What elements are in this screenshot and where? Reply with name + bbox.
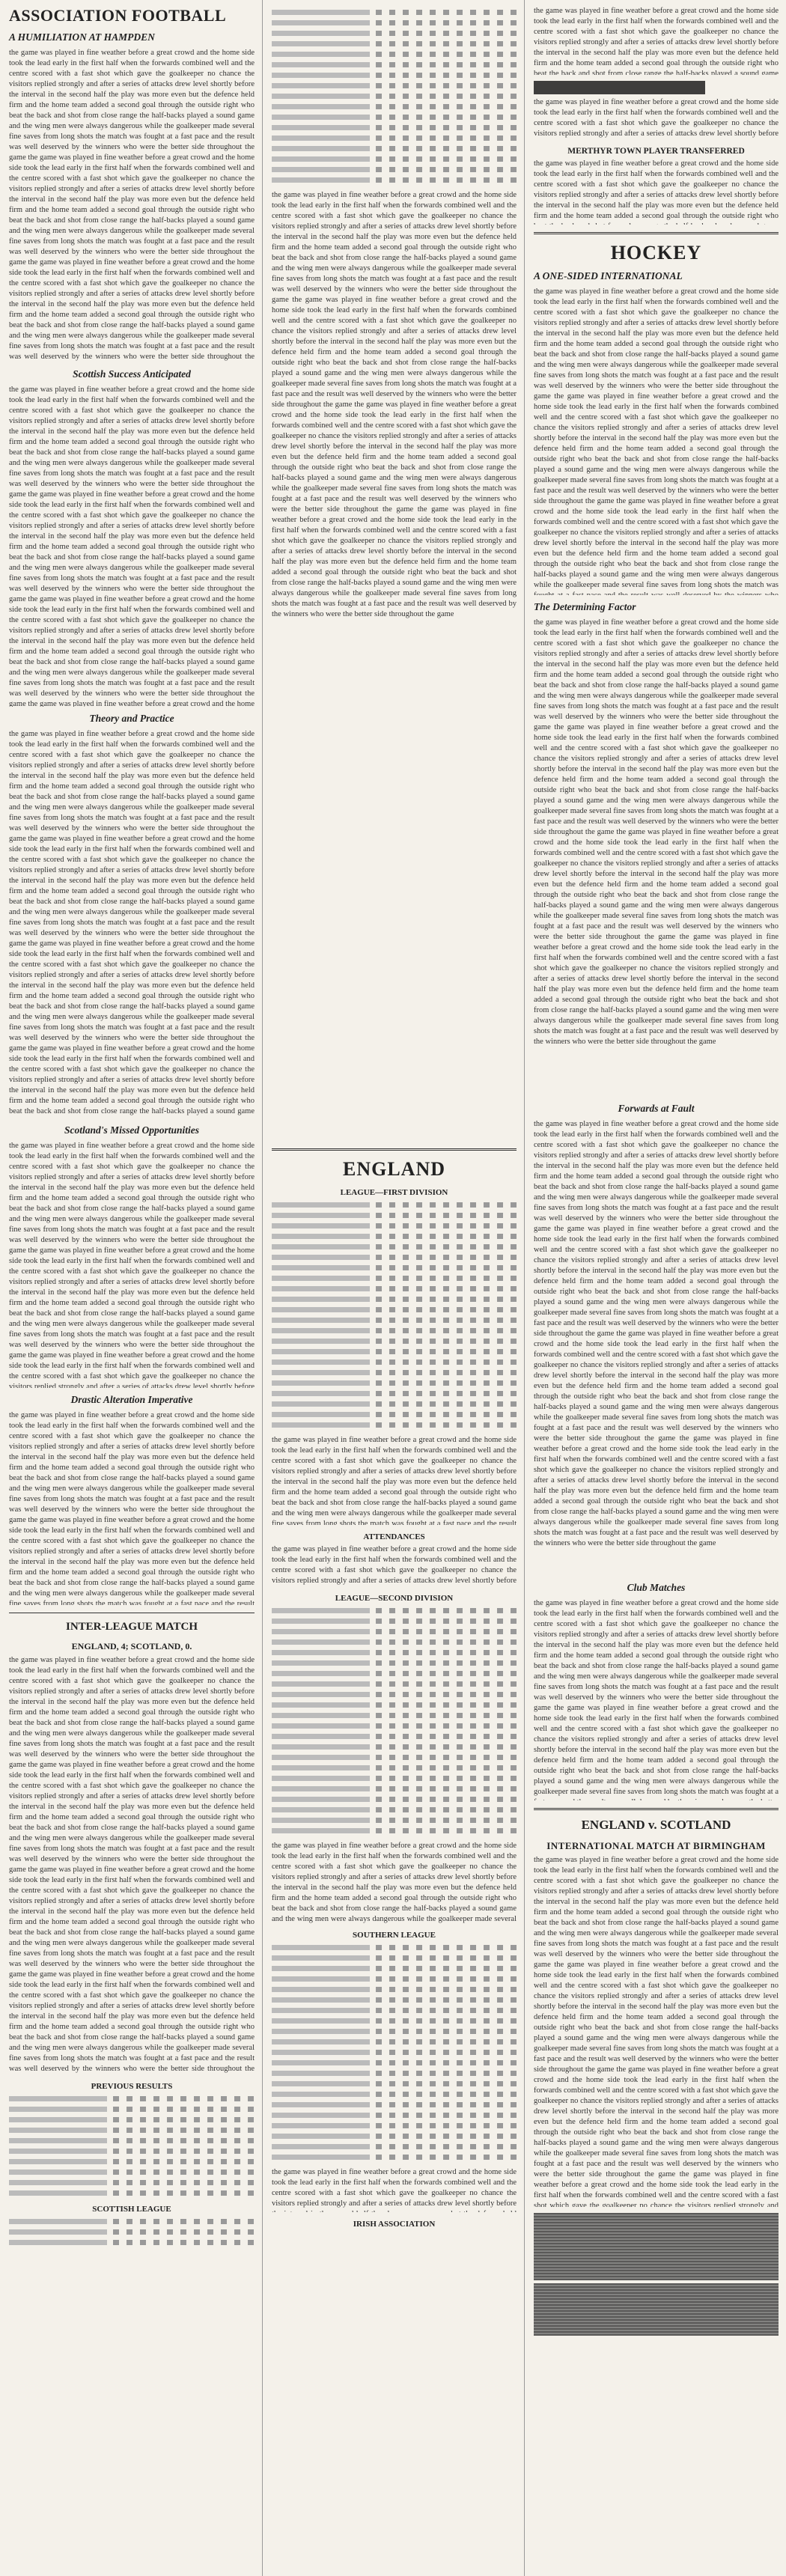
section-headline: ENGLAND <box>342 1158 445 1180</box>
results-list <box>272 2167 517 2212</box>
divider <box>534 1808 779 1810</box>
article-body <box>9 1141 255 1388</box>
league-table <box>9 2217 255 2247</box>
article-subhead: Scottish Success Anticipated <box>73 368 191 380</box>
article-headline: MERTHYR TOWN PLAYER TRANSFERRED <box>567 147 745 156</box>
results-list <box>272 1435 517 1525</box>
article-body <box>534 6 779 75</box>
table-heading: PREVIOUS RESULTS <box>91 2082 173 2091</box>
article-subhead: Theory and Practice <box>89 713 174 724</box>
first-division-table <box>272 1200 517 1429</box>
article-body <box>9 1410 255 1605</box>
section-headline: HOCKEY <box>610 242 702 264</box>
results-list <box>272 1841 517 1923</box>
article-body <box>534 1119 779 1576</box>
article-subhead: Drastic Alteration Imperative <box>70 1394 193 1405</box>
league-table <box>272 7 517 184</box>
article-body <box>534 1855 779 2207</box>
article-subhead: Forwards at Fault <box>618 1103 695 1114</box>
article-body <box>9 48 255 362</box>
results-table <box>9 2094 255 2197</box>
article-result: ENGLAND, 4; SCOTLAND, 0. <box>71 1641 192 1651</box>
article-subhead: A HUMILIATION AT HAMPDEN <box>9 31 155 43</box>
table-heading: ATTENDANCES <box>363 1532 425 1541</box>
table-heading: LEAGUE—FIRST DIVISION <box>340 1188 448 1197</box>
southern-league-table <box>272 1943 517 2161</box>
article-subhead: Club Matches <box>627 1582 686 1593</box>
column-left <box>0 0 262 2576</box>
article-body <box>534 1598 779 1800</box>
divider <box>272 1148 517 1151</box>
table-heading: IRISH ASSOCIATION <box>353 2220 436 2229</box>
divider <box>534 232 779 234</box>
second-division-table <box>272 1606 517 1835</box>
article-headline: INTERNATIONAL MATCH AT BIRMINGHAM <box>546 1840 766 1851</box>
article-subhead: Scotland's Missed Opportunities <box>64 1124 200 1136</box>
article-body <box>534 159 779 225</box>
article-body <box>534 618 779 1097</box>
attendances-text <box>272 1544 517 1586</box>
article-headline: ENGLAND v. SCOTLAND <box>581 1818 731 1832</box>
article-body <box>9 1655 255 2074</box>
ink-smudge <box>534 81 705 94</box>
article-headline: INTER-LEAGUE MATCH <box>66 1621 198 1633</box>
article-subhead: A ONE-SIDED INTERNATIONAL <box>534 270 683 281</box>
section-headline: ASSOCIATION FOOTBALL <box>9 6 227 25</box>
column-middle <box>262 0 524 2576</box>
faded-print-area <box>534 2213 779 2280</box>
table-heading: SCOTTISH LEAGUE <box>92 2205 171 2214</box>
article-body <box>534 287 779 595</box>
table-heading: SOUTHERN LEAGUE <box>353 1931 436 1940</box>
article-body <box>534 97 779 139</box>
article-body <box>9 385 255 707</box>
column-right <box>524 0 786 2576</box>
table-heading: LEAGUE—SECOND DIVISION <box>335 1594 454 1603</box>
article-body <box>9 729 255 1118</box>
match-reports <box>272 190 517 1141</box>
faded-print-area <box>534 2283 779 2336</box>
article-subhead: The Determining Factor <box>534 601 636 612</box>
